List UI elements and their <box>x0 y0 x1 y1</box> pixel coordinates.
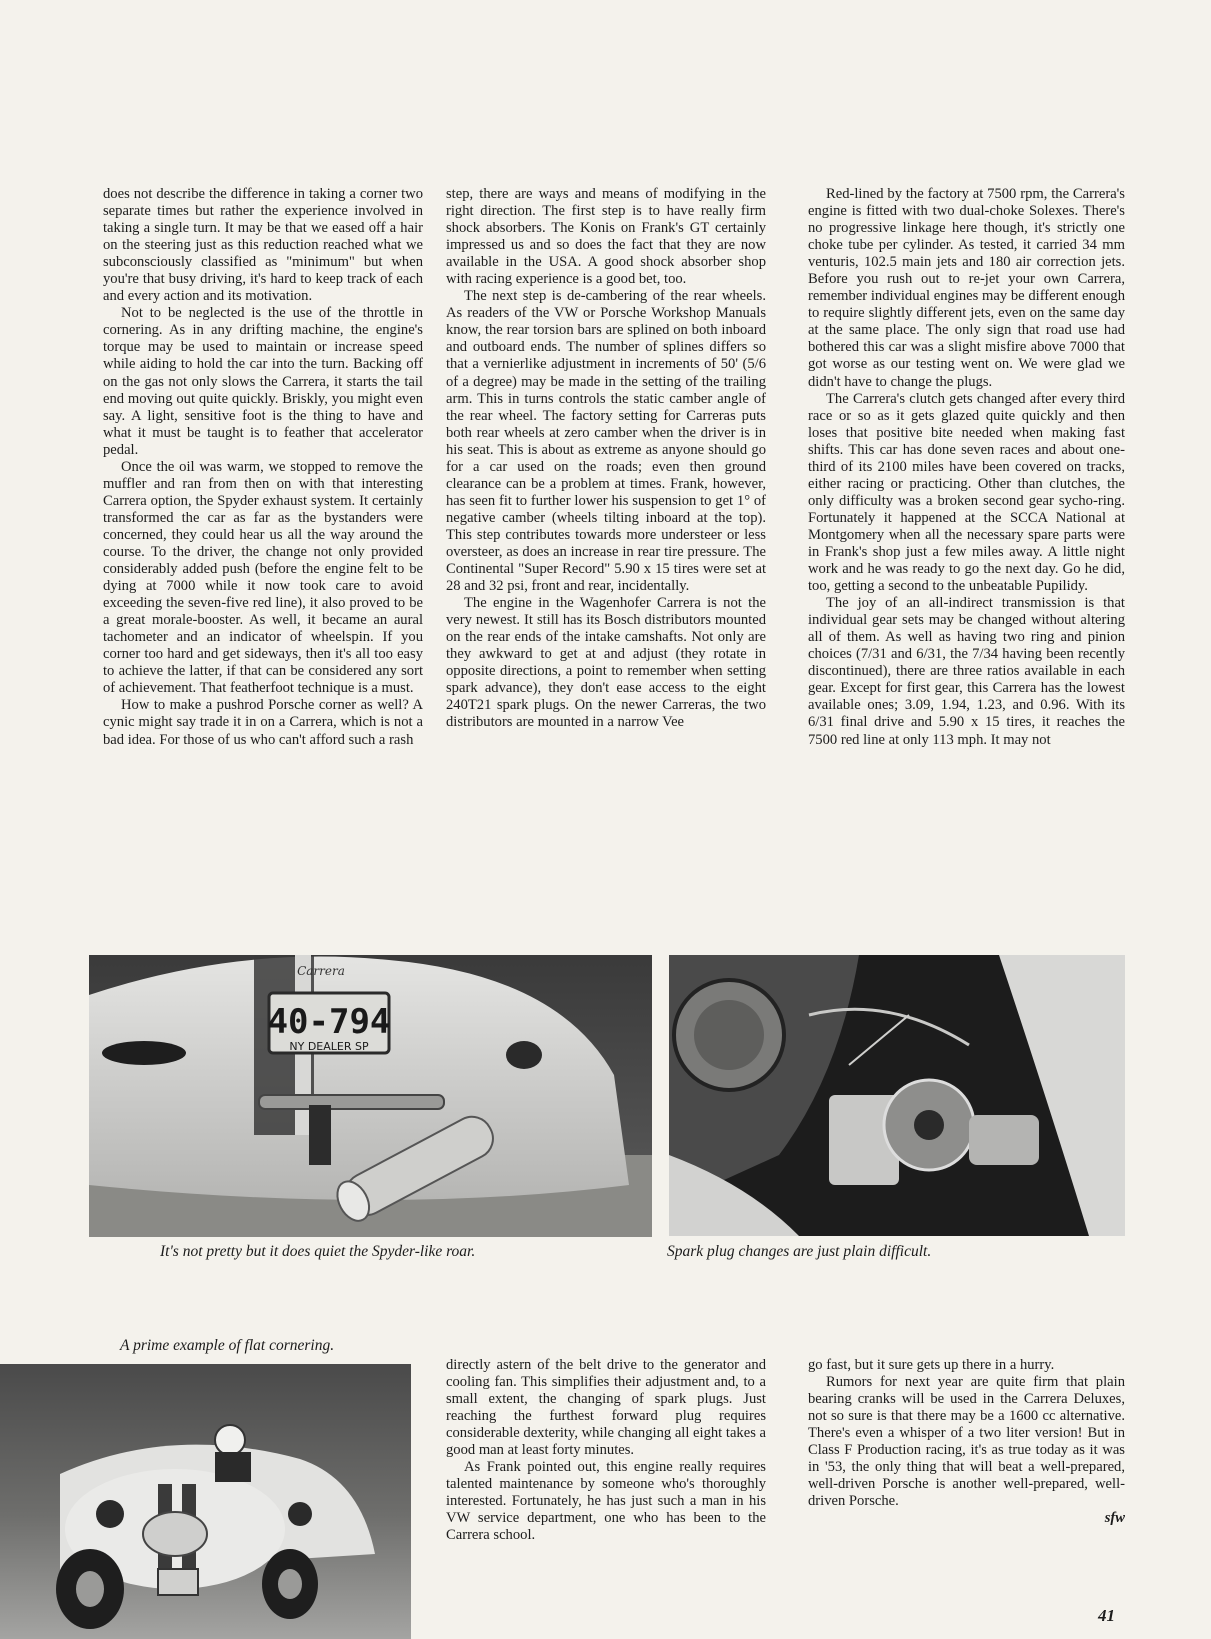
paragraph: directly astern of the belt drive to the generator and cooling fan. This simplifies their adjustment and, to a small extent, the changing of spark plugs. Just reaching the furthest forward plug requires considerable dexterity, while changing all eight takes a good man at least forty minutes. <box>446 1357 767 1459</box>
paragraph: How to make a pushrod Porsche corner as well? A cynic might say trade it in on a Carrera, which is not a bad idea. For those of us who can't afford such a rash <box>103 697 423 748</box>
page-number: 41 <box>1098 1606 1115 1625</box>
paragraph: Red-lined by the factory at 7500 rpm, the Carrera's engine is fitted with two dual-choke Solexes. There's no progressive linkage here though, it's strictly one choke tube per cylinder. As tested, it carried 34 mm venturis, 102.5 main jets and 180 air correction jets. Before you rush out to re-jet your own Carrera, remember individual engines may be different enough to require slightly different jets, even on the same day at the same place. The only sign that road use had bothered this car was a slight misfire above 7000 that got worse as our testing went on. We were glad we didn't have to change the plugs. <box>808 186 1125 390</box>
paragraph: Once the oil was warm, we stopped to remove the muffler and ran from then on with that interesting Carrera option, the Spyder exhaust system. It certainly transformed the car as far as the bystanders were concerned, they could hear us all the way around the course. To the driver, the change not only provided considerably added push (before the engine felt to be dying at 7000 while it now took care to avoid exceeding the seven-five red line), it also proved to be a great morale-booster. As well, it became an aural tachometer and an indicator of wheelspin. If you corner too hard and get sideways, then it's all too easy to achieve the latter, if that can be considered any sort of achievement. That featherfoot technique is a must. <box>103 458 423 697</box>
photo-flat-cornering <box>0 1364 411 1639</box>
paragraph: As Frank pointed out, this engine really requires talented maintenance by someone who's thoroughly interested. Fortunately, he has just such a man in his VW service department, one who has been to the Carrera school. <box>446 1459 766 1544</box>
paragraph: Rumors for next year are quite firm that plain bearing cranks will be used in the Carrera Deluxes, not so sure is that there may be a 1600 cc alternative. There's even a whisper of a two liter version! But in Class F Production racing, it's as true today as it was in '53, the only thing that will beat a well-prepared, well-driven Porsche is another well-prepared, well-driven Porsche. <box>808 1374 1125 1510</box>
paragraph: Not to be neglected is the use of the throttle in cornering. As in any drifting machine, the engine's torque may be used to maintain or increase speed while aiding to hold the car into the turn. Backing off on the gas not only slows the Carrera, it starts the tail end moving out quite quickly. Briskly, you might even say. A light, sensitive foot is the thing to have and what it must be taught is to feather that accelerator pedal. <box>103 305 423 458</box>
paragraph: go fast, but it sure gets up there in a hurry. <box>808 1357 1055 1373</box>
paragraph: does not describe the difference in taking a corner two separate times but rather the experience involved in taking a single turn. It may be that we eased off a hair on the steering just as this reduction reached what we subconsciously classified as "minimum" but when you're that busy driving, it's hard to keep track of each and every action and its motivation. <box>103 186 423 305</box>
paragraph: The Carrera's clutch gets changed after every third race or so as it gets glazed quite quickly and then loses that positive bite needed when making fast shifts. This car has done seven races and about one-third of its 2100 miles have been covered on tracks, either racing or practicing. Other than clutches, the only difficulty was a broken second gear sycho-ring. Fortunately it happened at the SCCA National at Montgomery when all the necessary spare parts were in Frank's shop just a few miles away. A little night work and he was ready to go the next day. Go he did, too, getting a second to the unbeatable Pupilidy. <box>808 390 1125 595</box>
article-column-2 <box>446 186 766 732</box>
rear-car-illustration <box>89 955 652 1237</box>
paragraph: step, there are ways and means of modifying in the right direction. The first step is to have really firm shock absorbers. The Konis on Frank's GT certainly impressed us and so does the fact that they are now available in the USA. A good shock absorber shop with racing experience is a good bet, too. <box>446 186 766 288</box>
photo-engine-bay <box>669 955 1125 1236</box>
engine-bay-illustration <box>669 955 1125 1236</box>
article-bottom-column-3 <box>808 1357 1125 1527</box>
caption-engine-photo: Spark plug changes are just plain difficult. <box>667 1243 932 1260</box>
photo-rear-exhaust <box>89 955 652 1237</box>
caption-rear-photo: It's not pretty but it does quiet the Spyder-like roar. <box>160 1243 476 1260</box>
paragraph: The engine in the Wagenhofer Carrera is not the very newest. It still has its Bosch distributors mounted on the rear ends of the intake camshafts. Not only are they awkward to get at and adjust (they rotate in opposite directions, a point to remember when setting spark advance), they don't ease access to the eight 240T21 spark plugs. On the newer Carreras, the two distributors are mounted in a narrow Vee <box>446 595 766 731</box>
article-bottom-column-2 <box>446 1357 766 1545</box>
license-plate-text: NY DEALER SP <box>289 1040 369 1053</box>
license-plate-number: 40-794 <box>267 1002 391 1042</box>
article-column-1 <box>103 186 423 749</box>
article-column-3 <box>808 186 1125 749</box>
cornering-car-illustration <box>0 1364 411 1639</box>
paragraph: The next step is de-cambering of the rear wheels. As readers of the VW or Porsche Workshop Manuals know, the rear torsion bars are splined on both inboard and outboard ends. The number of splines differs so that a vernierlike adjustment in increments of 50' (5/6 of a degree) may be made in the setting of the trailing arm. This in turns controls the static camber angle of the rear wheel. The factory setting for Carreras puts both rear wheels at zero camber when the driver is in his seat. This is about as extreme as anyone should go for a car used on the roads; even then ground clearance can be a problem at times. Frank, however, has seen fit to further lower his suspension to get 1° of negative camber (wheels tilting inboard at the top). This step contributes towards more understeer or less oversteer, as does an increase in rear tire pressure. The Continental "Super Record" 5.90 x 15 tires were set at 28 and 32 psi, front and rear, incidentally. <box>446 288 766 595</box>
carrera-badge: Carrera <box>297 964 345 978</box>
paragraph: The joy of an all-indirect transmission is that individual gear sets may be changed without altering all of them. As well as having two ring and pinion choices (7/31 and 6/31, the 7/34 having been recently discontinued), there are three ratios available in each gear. Except for first gear, this Carrera has the lowest available ones; 3.09, 1.94, 1.23, and 0.96. With its 6/31 final drive and 5.90 x 15 tires, it reaches the 7500 red line at only 113 mph. It may not <box>808 595 1125 748</box>
author-signature: sfw <box>1104 1510 1125 1527</box>
caption-cornering-photo: A prime example of flat cornering. <box>120 1337 335 1354</box>
